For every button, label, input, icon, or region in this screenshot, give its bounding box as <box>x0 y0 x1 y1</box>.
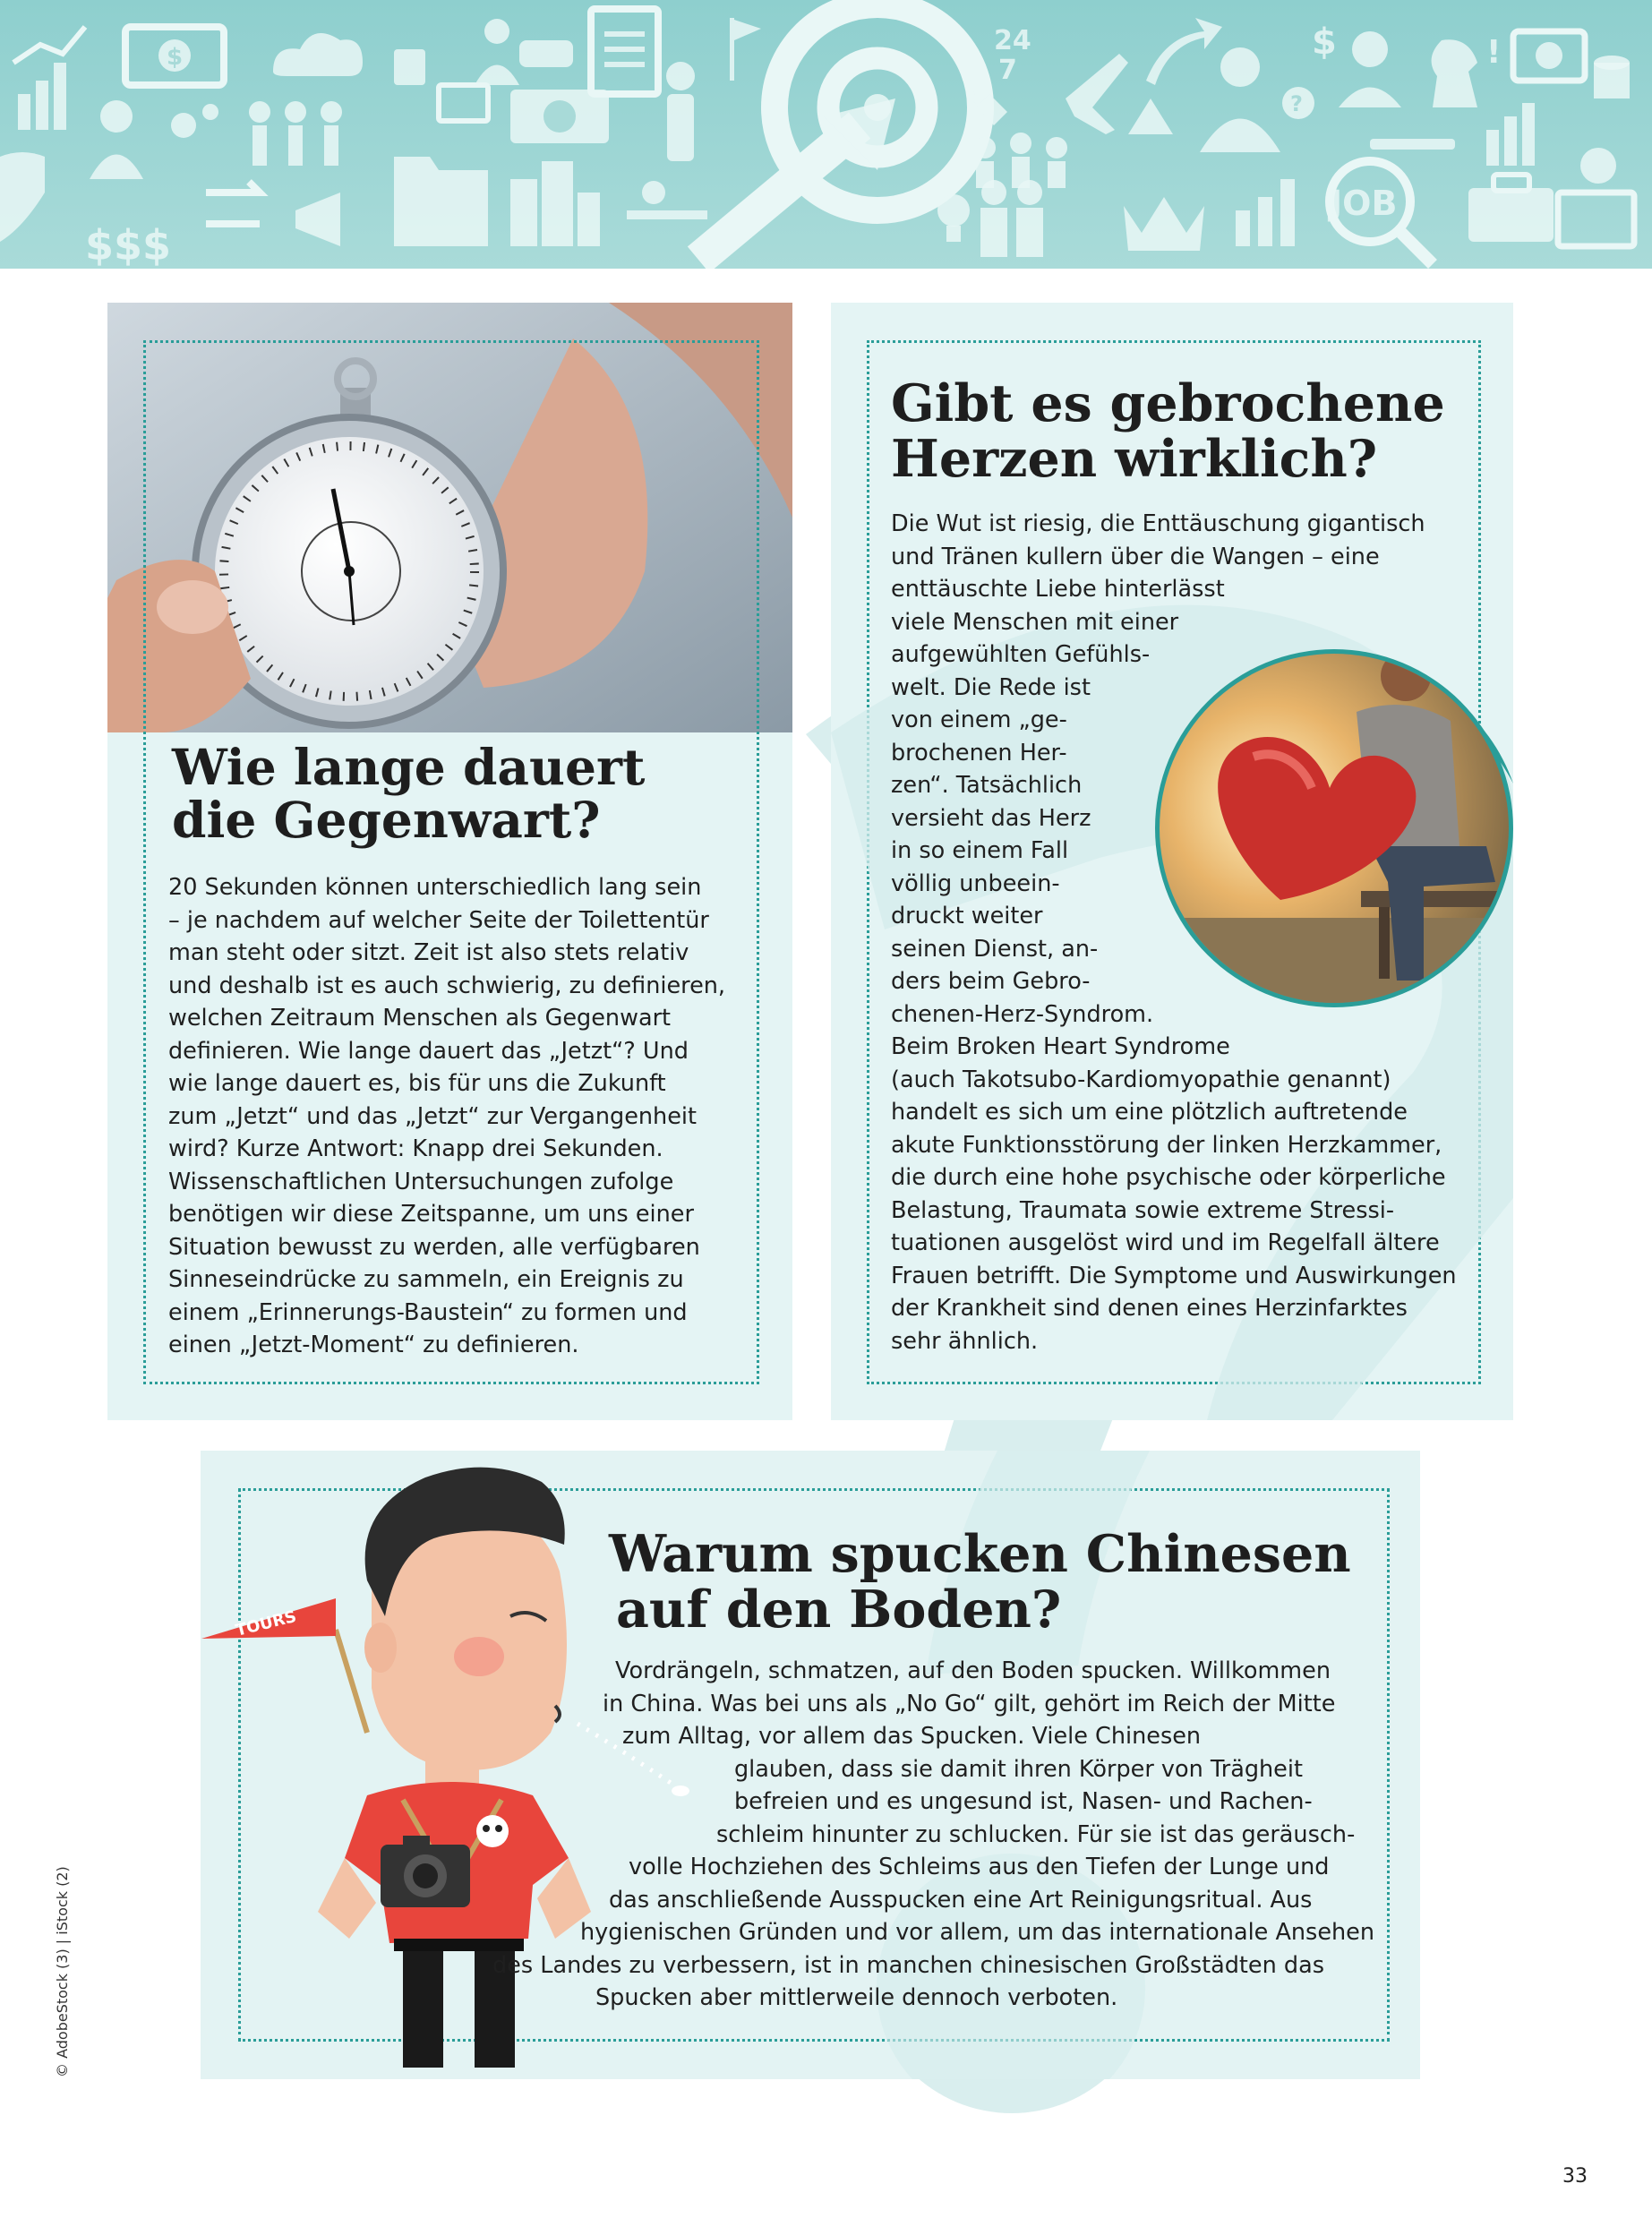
article-present-body: 20 Sekunden können unterschiedlich lang sein – je nachdem auf welcher Seite der Toilettentür man steht oder sitzt. Zeit ist also stets relativ und deshalb ist es auch schwierig, zu definieren, welchen Zeitraum Menschen als Gegenwart definieren. Wie lange dauert das „Jetzt“? Und wie lange dauert es, bis für uns die Zukunft zum „Jetzt“ und das „Jetzt“ zur Vergangenheit wird? Kurze Antwort: Knapp drei Sekunden. Wissenschaftlichen Untersuchungen zufolge benötigen wir diese Zeitspanne, um uns einer Situation bewusst zu werden, alle verfügbaren Sinneseindrücke zu sammeln, ein Ereignis zu einem „Erinnerungs-Baustein“ zu formen und einen „Jetzt-Moment“ zu definieren. <box>168 874 726 1358</box>
article-spitting-title: Warum spucken Chinesen auf den Boden? <box>609 1524 1351 1640</box>
svg-text:7: 7 <box>998 55 1017 86</box>
svg-text:$: $ <box>1312 21 1337 63</box>
svg-text:?: ? <box>1290 91 1303 116</box>
svg-text:$: $ <box>167 44 184 71</box>
svg-text:JOB: JOB <box>1330 184 1398 223</box>
article-hearts-body: Die Wut ist riesig, die Enttäuschung gigantisch und Tränen kullern über die Wangen – eine enttäuschte Liebe hinterlässt viele Menschen mit einer aufgewühlten Gefühls- welt. Die Rede ist von einem „ge- brochenen Her- zen“. Tatsächlich versieht das Herz in so einem Fall völlig unbeein- druckt weiter seinen Dienst, an- ders beim Gebro- chenen-Herz-Syndrom. Beim Broken Heart Syndrome (auch Takotsubo-Kardiomyopathie genannt) handelt es sich um eine plötzlich auftretende akute Funktionsstörung der linken Herzkammer, die durch eine hohe psychische oder körperliche Belastung, Traumata sowie extreme Stressi- tuationen ausgelöst wird und im Regelfall ältere Frauen betrifft. Die Symptome und Auswirkungen der Krankheit sind denen eines Herzinfarktes sehr ähnlich. <box>891 510 1457 1355</box>
article-spitting-body: Vordrängeln, schmatzen, auf den Boden spucken. Willkommen in China. Was bei uns als „No Go“ gilt, gehört im Reich der Mitte zum Alltag, vor allem das Spucken. Viele Chinesen glauben, dass sie damit ihren Körper von Trägheit befreien und es ungesund ist, Nasen- und Rachen- schleim hinunter zu schlucken. Für sie ist das geräusch- volle Hochziehen des Schleims aus den Tiefen der Lunge und das anschließende Ausspucken eine Art Reinigungsritual. Aus hygienischen Gründen und vor allem, um das internationale Ansehen des Landes zu verbessern, ist in manchen chinesischen Großstädten das Spucken aber mittlerweile dennoch verboten. <box>492 1657 1375 2011</box>
flag-label: TOURS <box>234 1606 299 1640</box>
svg-text:!: ! <box>1486 34 1502 71</box>
article-present-title: Wie lange dauert die Gegenwart? <box>172 738 646 850</box>
money-text-icon: $$$ <box>85 221 172 269</box>
svg-text:24: 24 <box>994 25 1031 56</box>
page-number: 33 <box>1562 2165 1588 2188</box>
photo-credit: © AdobeStock (3) | iStock (2) <box>54 1866 71 2077</box>
article-hearts-title: Gibt es gebrochene Herzen wirklich? <box>891 373 1445 489</box>
